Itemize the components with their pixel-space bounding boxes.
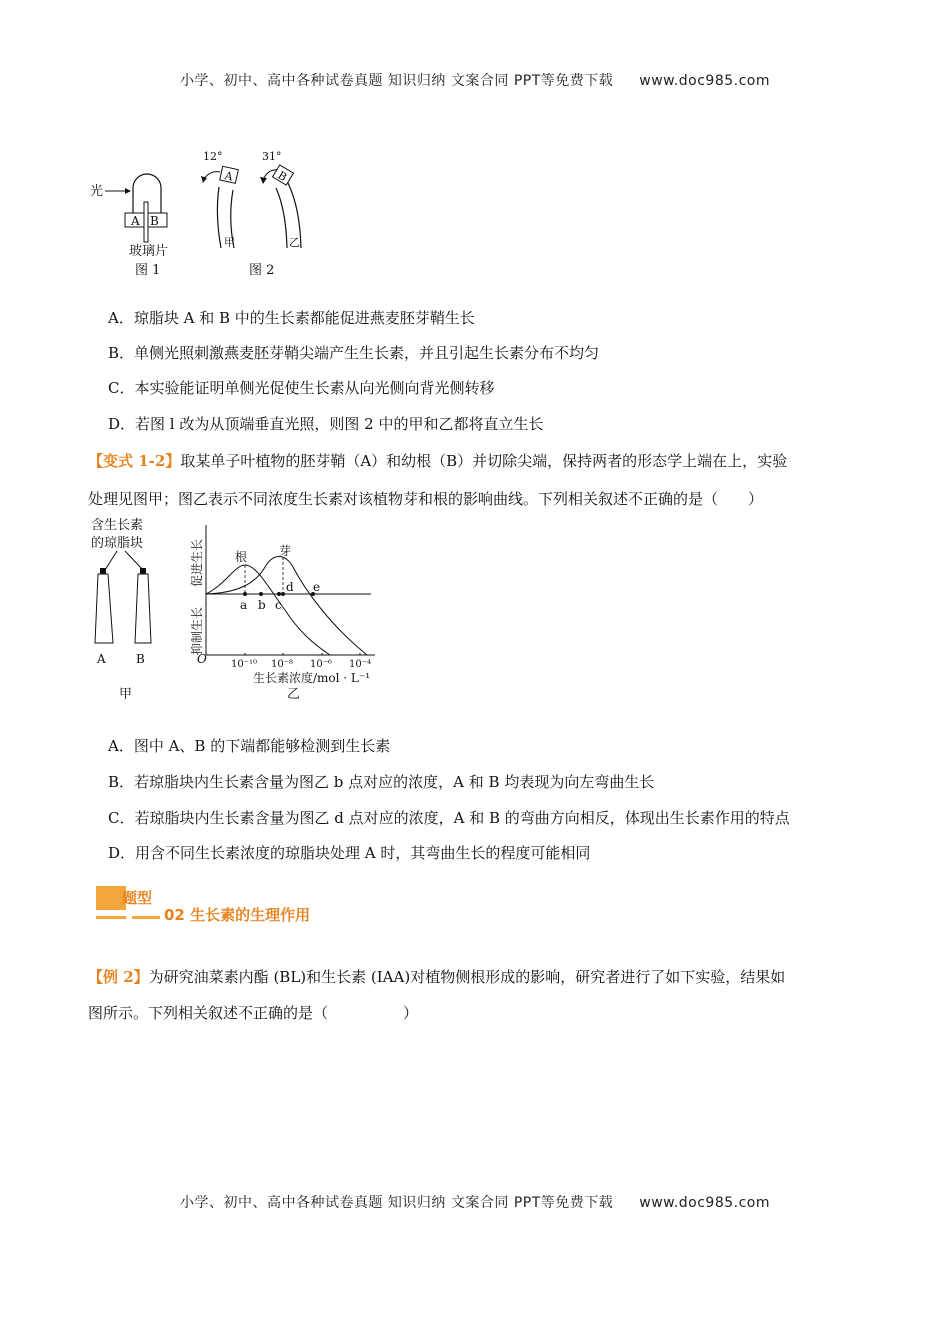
figure-1-caption: 图 1 <box>135 263 161 278</box>
example-text-1: 为研究油菜素内酯 (BL)和生长素 (IAA)对植物侧根形成的影响，研究者进行了如下实验，结果如 <box>148 968 786 986</box>
q2-option-b: B．若琼脂块内生长素含量为图乙 b 点对应的浓度，A 和 B 均表现为向左弯曲生长 <box>108 773 655 791</box>
bend-arrowhead-jia <box>201 176 207 183</box>
root-curve <box>206 565 330 655</box>
origin-label: O <box>197 652 207 666</box>
bend-arrowhead-yi <box>260 177 267 184</box>
point-c <box>277 592 281 596</box>
agar-on-b <box>140 568 146 574</box>
point-a <box>243 592 247 596</box>
jia-block-label-2: 的琼脂块 <box>91 536 144 551</box>
point-d <box>281 592 285 596</box>
q2-option-a: A．图中 A、B 的下端都能够检测到生长素 <box>108 737 391 755</box>
example-2-line2: 图所示。下列相关叙述不正确的是（ ） <box>88 1004 419 1022</box>
page-footer <box>0 1192 950 1212</box>
header-text: 小学、初中、高中各种试卷真题 知识归纳 文案合同 PPT等免费下载 <box>179 73 614 89</box>
figure-2-caption: 图 2 <box>249 263 275 278</box>
jia-block-label: A <box>223 169 234 184</box>
q2-option-c: C．若琼脂块内生长素含量为图乙 d 点对应的浓度，A 和 B 的弯曲方向相反，体现出生长素作用的特点 <box>108 809 790 827</box>
x-axis-label: 生长素浓度/mol · L⁻¹ <box>253 671 371 685</box>
xtick-1: 10⁻¹⁰ <box>231 659 258 670</box>
figure-jia-yi <box>85 515 405 710</box>
label-b: b <box>258 598 266 612</box>
jia-caption: 甲 <box>119 687 133 702</box>
variant-1-2-line1 <box>88 451 868 471</box>
ylabel-inhibit: 抑制生长 <box>190 606 204 655</box>
xtick-2: 10⁻⁸ <box>271 659 294 670</box>
yi-label: 乙 <box>289 236 300 249</box>
glass-slide <box>144 202 148 242</box>
root-b <box>135 574 151 643</box>
section-underline-2 <box>132 916 160 919</box>
figure-1 <box>90 174 168 278</box>
yi-caption: 乙 <box>287 687 301 702</box>
light-arrowhead <box>125 188 131 194</box>
example-2-line1 <box>88 967 868 987</box>
variant-1-2-line2: 处理见图甲；图乙表示不同浓度生长素对该植物芽和根的影响曲线。下列相关叙述不正确的是（ ） <box>88 490 764 508</box>
point-b <box>259 592 263 596</box>
angle-12: 12° <box>203 150 223 163</box>
block-b-label: B <box>150 214 159 228</box>
jia-stem-left <box>217 187 221 248</box>
xtick-4: 10⁻⁴ <box>349 659 372 670</box>
figure-1-2 <box>85 140 315 285</box>
jia-label-b: B <box>136 652 145 666</box>
root-label: 根 <box>235 550 248 564</box>
variant-tag: 【变式 1-2】 <box>88 452 181 470</box>
label-d: d <box>286 580 294 594</box>
q1-option-c: C．本实验能证明单侧光促使生长素从向光侧向背光侧转移 <box>108 379 495 397</box>
figure-jia <box>91 517 151 702</box>
jia-block-label-1: 含生长素 <box>91 518 144 533</box>
ylabel-promote: 促进生长 <box>190 538 204 587</box>
pointer-a <box>105 551 117 570</box>
pointer-b <box>125 551 143 570</box>
angle-31: 31° <box>262 150 282 163</box>
figure-2 <box>201 150 301 278</box>
section-title: 02 生长素的生理作用 <box>164 906 311 924</box>
bud-curve <box>206 557 367 656</box>
section-heading <box>96 884 416 924</box>
page-header <box>0 70 950 90</box>
footer-text: 小学、初中、高中各种试卷真题 知识归纳 文案合同 PPT等免费下载 <box>179 1195 614 1211</box>
section-label: 题型 <box>122 889 153 907</box>
jia-label-a: A <box>97 652 106 666</box>
figure-yi-graph <box>189 525 375 702</box>
footer-site-link[interactable]: www.doc985.com <box>639 1195 771 1211</box>
xtick-3: 10⁻⁶ <box>310 659 333 670</box>
block-a-label: A <box>131 214 140 228</box>
q2-option-d: D．用含不同生长素浓度的琼脂块处理 A 时，其弯曲生长的程度可能相同 <box>108 844 591 862</box>
light-label: 光 <box>90 184 104 199</box>
bud-label: 芽 <box>279 544 292 558</box>
yi-stem-left <box>276 188 287 248</box>
label-a: a <box>240 598 248 612</box>
q1-option-d: D．若图 l 改为从顶端垂直光照，则图 2 中的甲和乙都将直立生长 <box>108 415 544 433</box>
label-c: c <box>275 598 282 612</box>
yi-block-label: B <box>275 168 290 184</box>
jia-label: 甲 <box>224 236 235 249</box>
variant-text-1: 取某单子叶植物的胚芽鞘（A）和幼根（B）并切除尖端，保持两者的形态学上端在上，实验 <box>180 452 788 470</box>
label-e: e <box>313 580 321 594</box>
header-site-link[interactable]: www.doc985.com <box>639 73 771 89</box>
q1-option-b: B．单侧光照刺激燕麦胚芽鞘尖端产生生长素，并且引起生长素分布不均匀 <box>108 344 600 362</box>
section-underline-1 <box>96 916 126 919</box>
example-tag: 【例 2】 <box>88 968 149 986</box>
agar-on-a <box>100 568 106 574</box>
q1-option-a: A．琼脂块 A 和 B 中的生长素都能促进燕麦胚芽鞘生长 <box>108 309 475 327</box>
coleoptile-a <box>95 574 113 643</box>
glass-label: 玻璃片 <box>129 244 169 259</box>
